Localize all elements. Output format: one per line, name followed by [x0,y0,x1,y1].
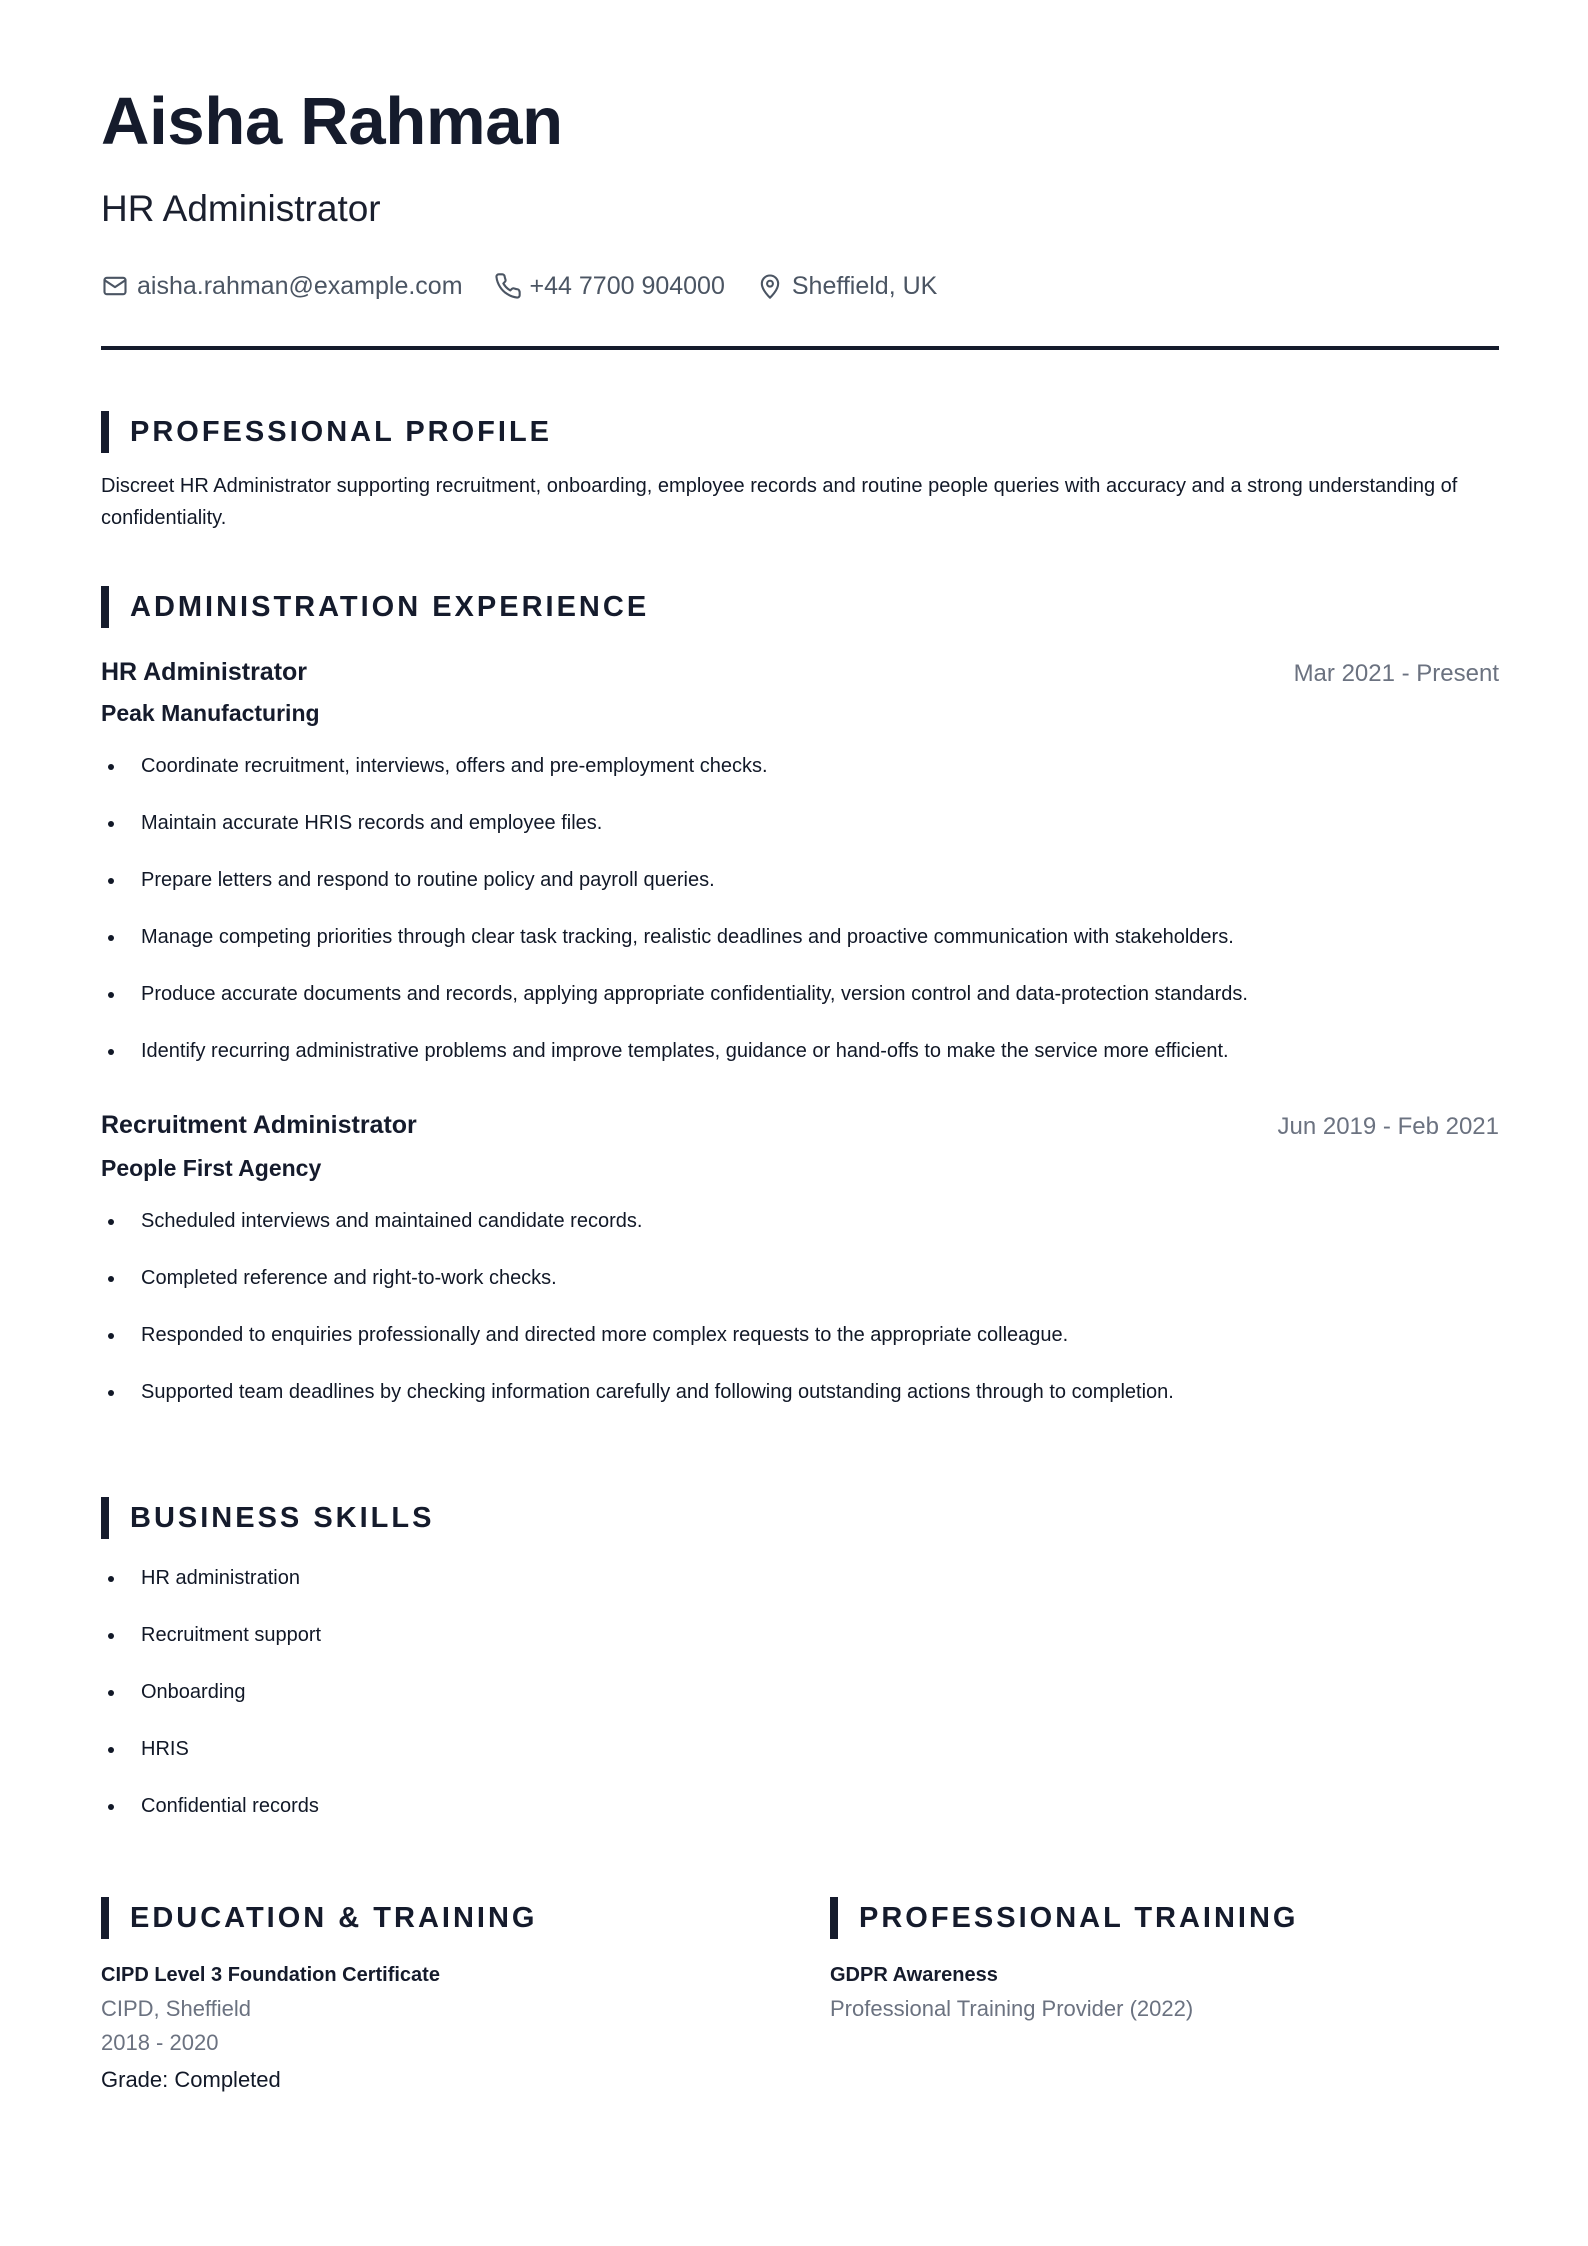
education-dates: 2018 - 2020 [101,2030,219,2055]
job-company: People First Agency [101,1155,322,1181]
email-text: aisha.rahman@example.com [137,271,463,300]
list-item: Scheduled interviews and maintained candidate records. [101,1209,1174,1233]
candidate-name: Aisha Rahman [101,84,563,159]
map-pin-icon [756,272,784,300]
section-skills-heading [101,1497,434,1539]
profile-summary: Discreet HR Administrator supporting recruitment, onboarding, employee records and routine people queries with accuracy and a strong understanding of confidentiality. [101,475,1458,529]
section-accent-bar [101,411,109,453]
list-item: Confidential records [101,1794,321,1818]
list-item: Identify recurring administrative problems and improve templates, guidance or hand-offs to make the service more efficient. [101,1039,1248,1063]
section-title: PROFESSIONAL TRAINING [859,1901,1299,1934]
list-item: HR administration [101,1566,321,1590]
training-name: GDPR Awareness [830,1964,998,1986]
list-item: Coordinate recruitment, interviews, offers and pre-employment checks. [101,754,1248,778]
mail-icon [101,272,129,300]
section-education-heading [101,1897,537,1939]
list-item: Onboarding [101,1680,321,1704]
education-grade: Grade: Completed [101,2067,281,2092]
section-title: BUSINESS SKILLS [130,1501,435,1534]
phone-icon [494,272,522,300]
contact-location [756,272,937,300]
location-text: Sheffield, UK [791,271,938,300]
section-accent-bar [101,586,109,628]
phone-text: +44 7700 904000 [529,271,725,300]
section-accent-bar [101,1897,109,1939]
list-item: Supported team deadlines by checking information carefully and following outstanding actions through to completion. [101,1380,1174,1404]
section-title: ADMINISTRATION EXPERIENCE [130,590,650,623]
section-title: EDUCATION & TRAINING [130,1901,538,1934]
job-title: Recruitment Administrator [101,1111,417,1139]
header-divider [101,346,1499,350]
education-institution: CIPD, Sheffield [101,1996,252,2021]
job-dates: Mar 2021 - Present [1293,660,1499,687]
training-entry [830,1964,1193,2022]
section-accent-bar [830,1897,838,1939]
section-profile-heading [101,411,552,453]
list-item: Maintain accurate HRIS records and employee files. [101,811,1248,835]
section-training-heading [830,1897,1299,1939]
job-dates: Jun 2019 - Feb 2021 [1277,1113,1499,1140]
contact-row [101,272,968,300]
skills-list [101,1566,321,1818]
list-item: HRIS [101,1737,321,1761]
list-item: Recruitment support [101,1623,321,1647]
education-name: CIPD Level 3 Foundation Certificate [101,1964,440,1986]
training-provider: Professional Training Provider (2022) [830,1996,1194,2021]
contact-email[interactable] [101,272,463,300]
section-title: PROFESSIONAL PROFILE [130,415,553,448]
list-item: Responded to enquiries professionally and directed more complex requests to the appropriate colleague. [101,1323,1174,1347]
candidate-role: HR Administrator [101,188,381,229]
section-accent-bar [101,1497,109,1539]
education-entry [101,1964,440,2093]
list-item: Prepare letters and respond to routine policy and payroll queries. [101,868,1248,892]
job-company: Peak Manufacturing [101,700,320,726]
contact-phone[interactable] [494,272,725,300]
list-item: Manage competing priorities through clear task tracking, realistic deadlines and proactive communication with stakeholders. [101,925,1248,949]
job-bullets [101,1209,1174,1404]
list-item: Completed reference and right-to-work checks. [101,1266,1174,1290]
job-title: HR Administrator [101,658,308,686]
job-bullets [101,754,1248,1063]
section-experience-heading [101,586,649,628]
list-item: Produce accurate documents and records, applying appropriate confidentiality, version control and data-protection standards. [101,982,1248,1006]
